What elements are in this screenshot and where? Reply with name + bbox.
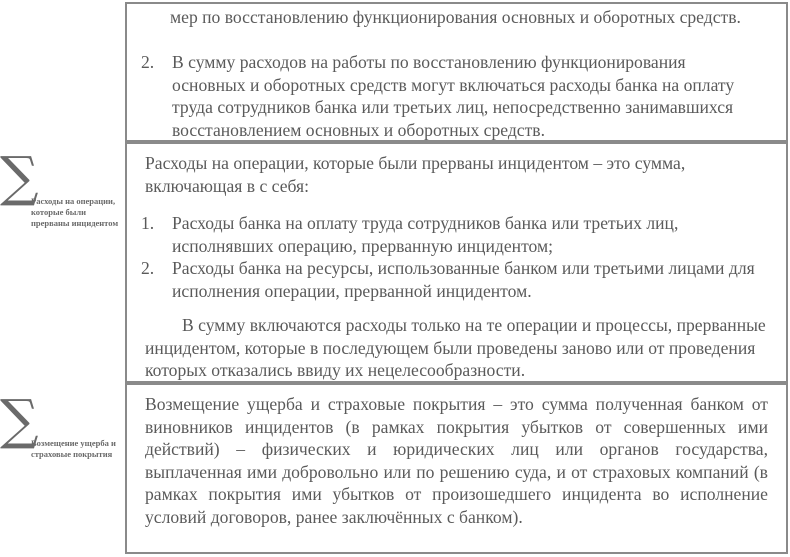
list-number: 2. [141, 52, 155, 72]
list-item [127, 212, 766, 257]
restoration-list [127, 51, 756, 141]
sum-sigma-icon: ∑ [0, 388, 39, 451]
list-text: Расходы банка на ресурсы, использованные банком или третьими лицами для исполнения операции, прерванной инцидентом. [172, 258, 755, 301]
cell-restoration-costs [125, 2, 788, 142]
interrupted-intro: Расходы на операции, которые были прерваны инцидентом – это сумма, включающая в с себя: [145, 153, 686, 196]
row-damage-compensation [0, 383, 790, 554]
label-damage-compensation: Возмещение ущерба и страховые покрытия [31, 438, 116, 459]
list-text: В сумму расходов на работы по восстановлению функционирования основных и оборотных средств могут включаться расходы банка на оплату труда сотрудников банка или третьих лиц, непосредственно занимавшихся восстановлением основных и оборотных средств. [172, 52, 735, 140]
cell-damage-compensation [125, 383, 788, 554]
row-restoration-costs [0, 2, 790, 142]
continuation-text: мер по восстановлению функционирования основных и оборотных средств. [170, 7, 741, 27]
sum-sigma-icon: ∑ [0, 145, 39, 208]
side-label-interrupted [0, 142, 124, 383]
list-item [127, 257, 766, 302]
cell-interrupted-operations [125, 142, 788, 383]
compensation-text: Возмещение ущерба и страховые покрытия – это сумма полученная банком от виновников инцидентов (в рамках покрытия убытков от совершенных ими действий) – физических и юридических лиц или органов государства, выплаченная ими добровольно или по решению суда, и от страховых компаний (в рамках покрытия ими убытков от произошедшего инцидента во исполнение условий договоров, ранее заключённых с банком). [145, 394, 768, 527]
list-number: 1. [141, 213, 155, 233]
list-number: 2. [141, 258, 155, 279]
row-interrupted-operations [0, 142, 790, 383]
list-item [127, 51, 756, 141]
interrupted-list [127, 212, 766, 302]
list-text: Расходы банка на оплату труда сотрудников банка или третьих лиц, исполнявших операцию, прерванную инцидентом; [172, 213, 679, 256]
side-label-compensation [0, 383, 124, 554]
interrupted-note: В сумму включаются расходы только на те операции и процессы, прерванные инцидентом, которые в последующем были проведены заново или от проведения которых отказались ввиду их нецелесообразности. [145, 315, 766, 381]
label-interrupted-operations: Расходы на операции, которые были прерваны инцидентом [31, 196, 119, 228]
